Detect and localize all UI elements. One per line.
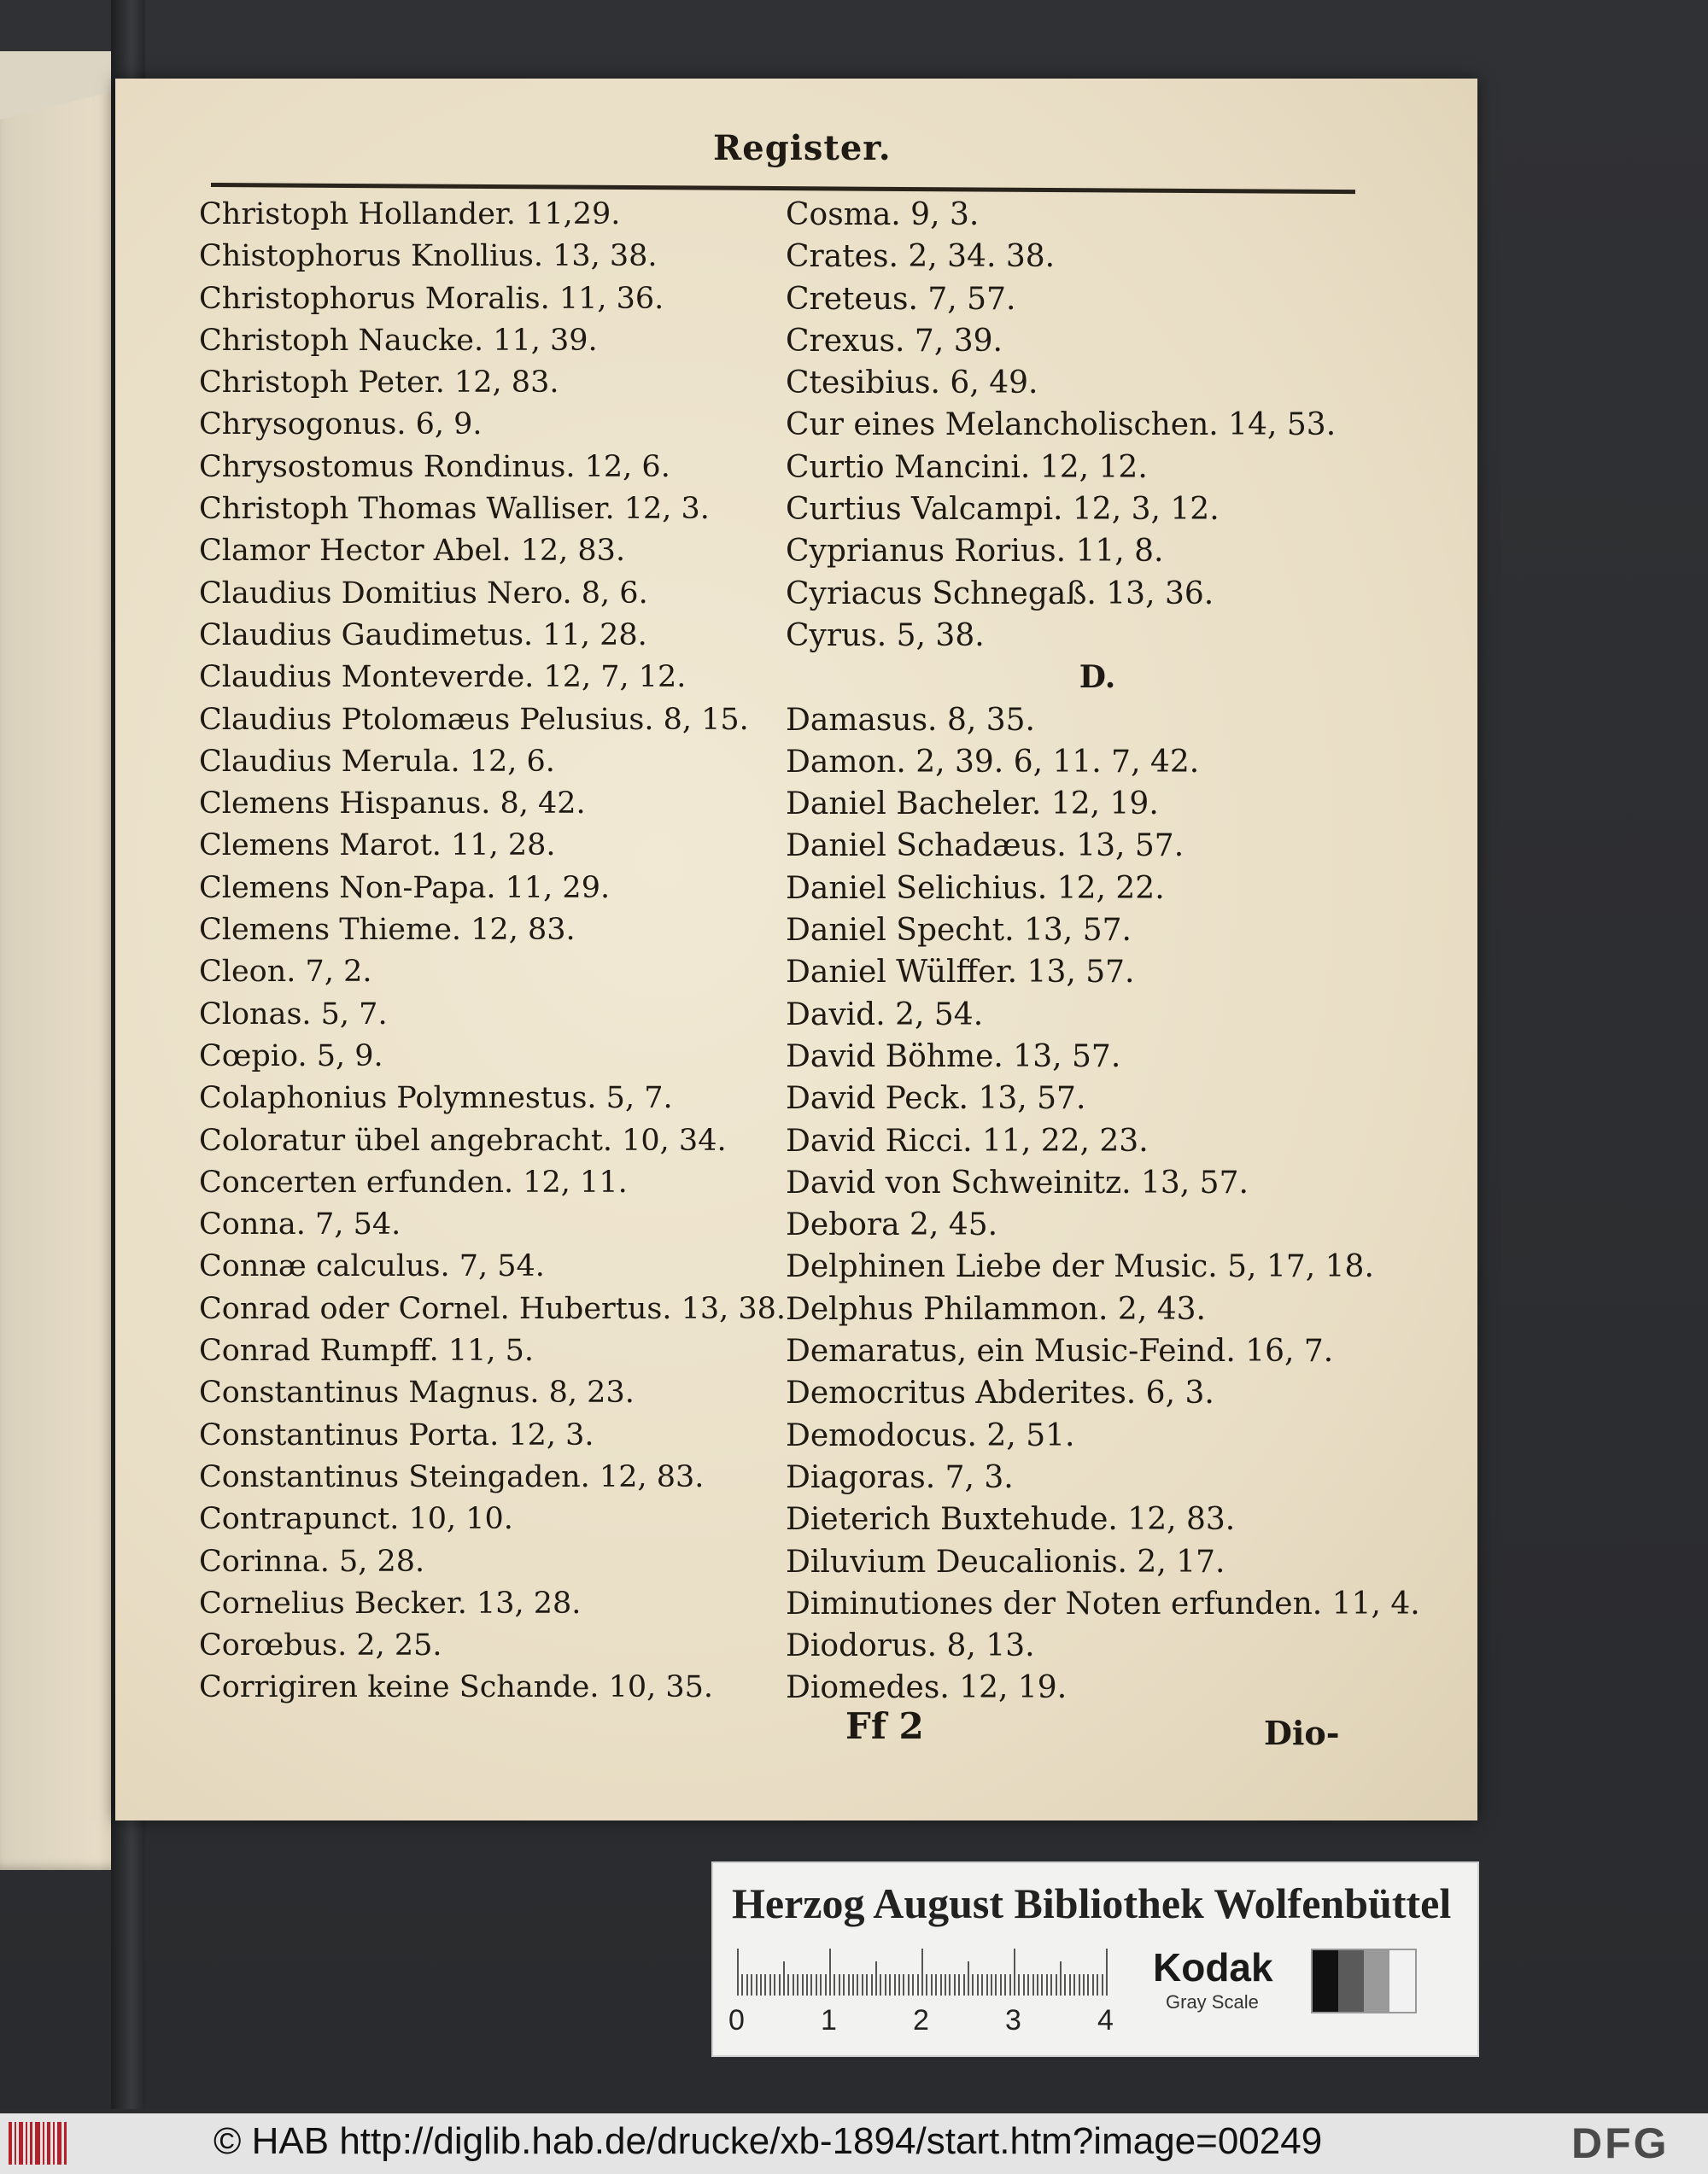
ruler-tick bbox=[871, 1974, 873, 1996]
index-entry: Connæ calculus. 7, 54. bbox=[199, 1249, 545, 1284]
index-entry: Diluvium Deucalionis. 2, 17. bbox=[786, 1544, 1225, 1580]
dfg-logo: DFG bbox=[1571, 2119, 1670, 2167]
index-entry: Claudius Gaudimetus. 11, 28. bbox=[199, 617, 647, 652]
ruler-tick bbox=[875, 1961, 877, 1996]
ruler-tick bbox=[834, 1974, 835, 1996]
catchword: Dio- bbox=[1264, 1714, 1340, 1752]
index-entry: Chistophorus Knollius. 13, 38. bbox=[199, 239, 658, 274]
ruler-tick bbox=[880, 1974, 881, 1996]
index-entry: Clemens Non-Papa. 11, 29. bbox=[199, 870, 611, 905]
ruler-tick bbox=[945, 1974, 946, 1996]
ruler-tick bbox=[1023, 1974, 1025, 1996]
ruler-tick bbox=[1102, 1974, 1103, 1996]
ruler-number: 0 bbox=[728, 2004, 745, 2037]
index-entry: Concerten erfunden. 12, 11. bbox=[199, 1165, 628, 1200]
ruler-tick bbox=[963, 1974, 965, 1996]
ruler-tick bbox=[1050, 1974, 1052, 1996]
ruler-tick bbox=[825, 1974, 827, 1996]
ruler-tick bbox=[1000, 1974, 1002, 1996]
ruler-tick bbox=[769, 1974, 771, 1996]
ruler-tick bbox=[1032, 1974, 1034, 1996]
ruler-tick bbox=[1027, 1974, 1029, 1996]
index-entry: Corœbus. 2, 25. bbox=[199, 1628, 442, 1663]
index-entry: Daniel Selichius. 12, 22. bbox=[786, 870, 1165, 906]
ruler-tick bbox=[737, 1949, 739, 1996]
ruler-tick bbox=[866, 1974, 868, 1996]
ruler-tick bbox=[898, 1974, 900, 1996]
ruler-tick bbox=[852, 1974, 854, 1996]
index-entry: Democritus Abderites. 6, 3. bbox=[786, 1376, 1214, 1411]
ruler-tick bbox=[908, 1974, 910, 1996]
index-entry: Cleon. 7, 2. bbox=[199, 955, 372, 990]
index-entry: Cyprianus Rorius. 11, 8. bbox=[786, 534, 1164, 570]
index-entry: Debora 2, 45. bbox=[786, 1207, 998, 1243]
ruler-number: 4 bbox=[1097, 2004, 1114, 2037]
ruler-tick bbox=[986, 1974, 988, 1996]
index-column-right bbox=[786, 194, 1420, 1709]
index-entry: Corrigiren keine Schande. 10, 35. bbox=[199, 1670, 714, 1705]
index-entry: Cosma. 9, 3. bbox=[786, 197, 980, 232]
ruler-tick bbox=[857, 1974, 858, 1996]
swatch-white bbox=[1389, 1950, 1415, 2012]
kodak-logo: Kodak bbox=[1153, 1945, 1273, 1990]
ruler-tick bbox=[1083, 1974, 1085, 1996]
ruler-tick bbox=[1014, 1949, 1015, 1996]
signature-mark: Ff 2 bbox=[845, 1705, 924, 1747]
index-entry: Daniel Schadæus. 13, 57. bbox=[786, 828, 1184, 864]
ruler-tick bbox=[1092, 1974, 1094, 1996]
ruler-tick bbox=[949, 1974, 951, 1996]
ruler-tick bbox=[981, 1974, 983, 1996]
ruler-tick bbox=[995, 1974, 997, 1996]
ruler-tick bbox=[935, 1974, 937, 1996]
ruler-tick bbox=[1073, 1974, 1075, 1996]
ruler-tick bbox=[760, 1974, 762, 1996]
ruler-tick bbox=[958, 1974, 960, 1996]
index-entry: Conrad oder Cornel. Hubertus. 13, 38. bbox=[199, 1291, 787, 1326]
index-entry: Curtius Valcampi. 12, 3, 12. bbox=[786, 492, 1220, 528]
ruler-tick bbox=[917, 1974, 919, 1996]
ruler-tick bbox=[797, 1974, 798, 1996]
ruler-tick bbox=[787, 1974, 789, 1996]
index-entry: Christoph Peter. 12, 83. bbox=[199, 365, 559, 400]
index-entry: Delphus Philammon. 2, 43. bbox=[786, 1291, 1206, 1327]
ruler-tick bbox=[806, 1974, 808, 1996]
index-entry: Contrapunct. 10, 10. bbox=[199, 1502, 513, 1537]
ruler-tick bbox=[921, 1949, 923, 1996]
book-page bbox=[115, 79, 1477, 1820]
index-entry: Constantinus Steingaden. 12, 83. bbox=[199, 1459, 705, 1494]
index-entry: Chrysogonus. 6, 9. bbox=[199, 407, 483, 442]
index-entry: Daniel Specht. 13, 57. bbox=[786, 913, 1132, 949]
ruler-tick bbox=[810, 1974, 812, 1996]
ruler-tick bbox=[1064, 1974, 1066, 1996]
index-entry: Ctesibius. 6, 49. bbox=[786, 365, 1038, 401]
index-entry: Cœpio. 5, 9. bbox=[199, 1038, 383, 1073]
index-entry: Demaratus, ein Music-Feind. 16, 7. bbox=[786, 1334, 1334, 1370]
swatch-dark-gray bbox=[1338, 1950, 1364, 2012]
ruler-tick bbox=[972, 1974, 974, 1996]
index-entry: Clamor Hector Abel. 12, 83. bbox=[199, 534, 626, 569]
index-entry: Cornelius Becker. 13, 28. bbox=[199, 1586, 582, 1621]
index-entry: Christophorus Moralis. 11, 36. bbox=[199, 281, 664, 316]
page-title: Register. bbox=[713, 128, 892, 168]
index-entry: Diodorus. 8, 13. bbox=[786, 1628, 1035, 1664]
index-entry: Christoph Naucke. 11, 39. bbox=[199, 323, 598, 358]
index-entry: Corinna. 5, 28. bbox=[199, 1544, 425, 1579]
index-entry: David von Schweinitz. 13, 57. bbox=[786, 1165, 1249, 1201]
gray-scale-label: Gray Scale bbox=[1166, 1991, 1259, 2013]
swatch-black bbox=[1313, 1950, 1338, 2012]
ruler-tick bbox=[783, 1961, 785, 1996]
ruler-tick bbox=[1106, 1949, 1108, 1996]
index-entry: Crexus. 7, 39. bbox=[786, 323, 1003, 359]
index-entry: Colaphonius Polymnestus. 5, 7. bbox=[199, 1081, 673, 1116]
ruler-tick bbox=[848, 1974, 850, 1996]
index-entry: Daniel Wülffer. 13, 57. bbox=[786, 955, 1135, 991]
index-entry: Coloratur übel angebracht. 10, 34. bbox=[199, 1123, 727, 1158]
gray-swatches bbox=[1311, 1949, 1417, 2013]
copyright-link[interactable]: © HAB http://diglib.hab.de/drucke/xb-1894/start.htm?image=00249 bbox=[214, 2120, 1323, 2162]
ruler-tick bbox=[912, 1974, 914, 1996]
institution-name: Herzog August Bibliothek Wolfenbüttel bbox=[732, 1879, 1452, 1927]
index-entry: David Peck. 13, 57. bbox=[786, 1081, 1086, 1117]
ruler-tick bbox=[764, 1974, 766, 1996]
index-entry: Creteus. 7, 57. bbox=[786, 281, 1016, 317]
color-calibration-card bbox=[711, 1861, 1479, 2057]
index-entry: Cyriacus Schnegaß. 13, 36. bbox=[786, 576, 1214, 611]
index-entry: Constantinus Magnus. 8, 23. bbox=[199, 1376, 635, 1411]
ruler-tick bbox=[793, 1974, 794, 1996]
index-entry: Dieterich Buxtehude. 12, 83. bbox=[786, 1502, 1236, 1538]
index-entry: Claudius Monteverde. 12, 7, 12. bbox=[199, 660, 687, 695]
ruler-tick bbox=[829, 1949, 831, 1996]
ruler-tick bbox=[746, 1974, 748, 1996]
ruler-tick bbox=[931, 1974, 933, 1996]
index-entry: Damon. 2, 39. 6, 11. 7, 42. bbox=[786, 744, 1200, 780]
ruler-number: 1 bbox=[821, 2004, 837, 2037]
ruler-tick bbox=[1004, 1974, 1006, 1996]
ruler-tick bbox=[1087, 1974, 1089, 1996]
index-entry: Crates. 2, 34. 38. bbox=[786, 239, 1056, 275]
index-entry: Curtio Mancini. 12, 12. bbox=[786, 449, 1148, 485]
barcode-icon bbox=[9, 2122, 70, 2165]
index-entry: Demodocus. 2, 51. bbox=[786, 1417, 1075, 1453]
ruler-tick bbox=[816, 1974, 817, 1996]
index-entry: Diomedes. 12, 19. bbox=[786, 1670, 1068, 1706]
ruler-tick bbox=[756, 1974, 757, 1996]
ruler-tick bbox=[894, 1974, 896, 1996]
footer-bar bbox=[0, 2113, 1708, 2174]
ruler-tick bbox=[839, 1974, 840, 1996]
ruler-tick bbox=[779, 1974, 781, 1996]
ruler-number: 3 bbox=[1005, 2004, 1021, 2037]
ruler-tick bbox=[954, 1974, 956, 1996]
index-entry: Damasus. 8, 35. bbox=[786, 702, 1035, 738]
ruler-tick bbox=[751, 1974, 752, 1996]
index-entry: Claudius Merula. 12, 6. bbox=[199, 744, 555, 779]
ruler-tick bbox=[968, 1961, 969, 1996]
ruler-tick bbox=[820, 1974, 822, 1996]
ruler-tick bbox=[940, 1974, 942, 1996]
ruler-tick bbox=[843, 1974, 845, 1996]
ruler-tick bbox=[977, 1974, 979, 1996]
index-entry: Diminutiones der Noten erfunden. 11, 4. bbox=[786, 1586, 1420, 1622]
ruler-tick bbox=[774, 1974, 775, 1996]
index-entry: Christoph Thomas Walliser. 12, 3. bbox=[199, 492, 710, 527]
ruler-tick bbox=[926, 1974, 927, 1996]
ruler-tick bbox=[1060, 1961, 1062, 1996]
index-entry: Claudius Ptolomæus Pelusius. 8, 15. bbox=[199, 702, 749, 737]
ruler-tick bbox=[862, 1974, 863, 1996]
ruler-tick bbox=[1056, 1974, 1057, 1996]
index-entry: Cur eines Melancholischen. 14, 53. bbox=[786, 407, 1337, 443]
index-entry: Daniel Bacheler. 12, 19. bbox=[786, 786, 1159, 822]
index-entry: Diagoras. 7, 3. bbox=[786, 1459, 1014, 1495]
ruler-tick bbox=[903, 1974, 904, 1996]
ruler-tick bbox=[1009, 1974, 1011, 1996]
index-entry: Clonas. 5, 7. bbox=[199, 996, 388, 1031]
index-entry: Clemens Thieme. 12, 83. bbox=[199, 913, 576, 948]
ruler-tick bbox=[1079, 1974, 1080, 1996]
index-entry: David. 2, 54. bbox=[786, 996, 984, 1032]
ruler-scale bbox=[737, 1949, 1113, 1996]
title-rule bbox=[211, 183, 1355, 194]
ruler-tick bbox=[1069, 1974, 1071, 1996]
swatch-mid-gray bbox=[1364, 1950, 1389, 2012]
index-entry: David Ricci. 11, 22, 23. bbox=[786, 1123, 1149, 1159]
ruler-tick bbox=[885, 1974, 886, 1996]
ruler-tick bbox=[889, 1974, 891, 1996]
index-entry: Conrad Rumpff. 11, 5. bbox=[199, 1334, 535, 1369]
index-entry: David Böhme. 13, 57. bbox=[786, 1038, 1121, 1074]
section-letter: D. bbox=[1079, 659, 1116, 696]
ruler-tick bbox=[1097, 1974, 1098, 1996]
index-entry: Constantinus Porta. 12, 3. bbox=[199, 1417, 594, 1452]
index-entry: Cyrus. 5, 38. bbox=[786, 617, 985, 653]
ruler-tick bbox=[1046, 1974, 1048, 1996]
index-entry: Conna. 7, 54. bbox=[199, 1207, 401, 1242]
index-entry: Delphinen Liebe der Music. 5, 17, 18. bbox=[786, 1249, 1374, 1285]
ruler-tick bbox=[1041, 1974, 1043, 1996]
ruler-tick bbox=[991, 1974, 992, 1996]
index-entry: Claudius Domitius Nero. 8, 6. bbox=[199, 576, 648, 611]
index-entry: Clemens Hispanus. 8, 42. bbox=[199, 786, 586, 821]
index-entry: Clemens Marot. 11, 28. bbox=[199, 828, 556, 863]
index-entry: Chrysostomus Rondinus. 12, 6. bbox=[199, 449, 670, 484]
index-entry: Christoph Hollander. 11,29. bbox=[199, 197, 621, 231]
ruler-tick bbox=[1018, 1974, 1020, 1996]
ruler-number: 2 bbox=[913, 2004, 929, 2037]
ruler-tick bbox=[741, 1974, 743, 1996]
ruler-tick bbox=[1037, 1974, 1038, 1996]
index-column-left bbox=[199, 194, 797, 1709]
paper-tab bbox=[0, 51, 128, 120]
ruler-tick bbox=[802, 1974, 804, 1996]
ruler-numbers bbox=[728, 2004, 1138, 2038]
